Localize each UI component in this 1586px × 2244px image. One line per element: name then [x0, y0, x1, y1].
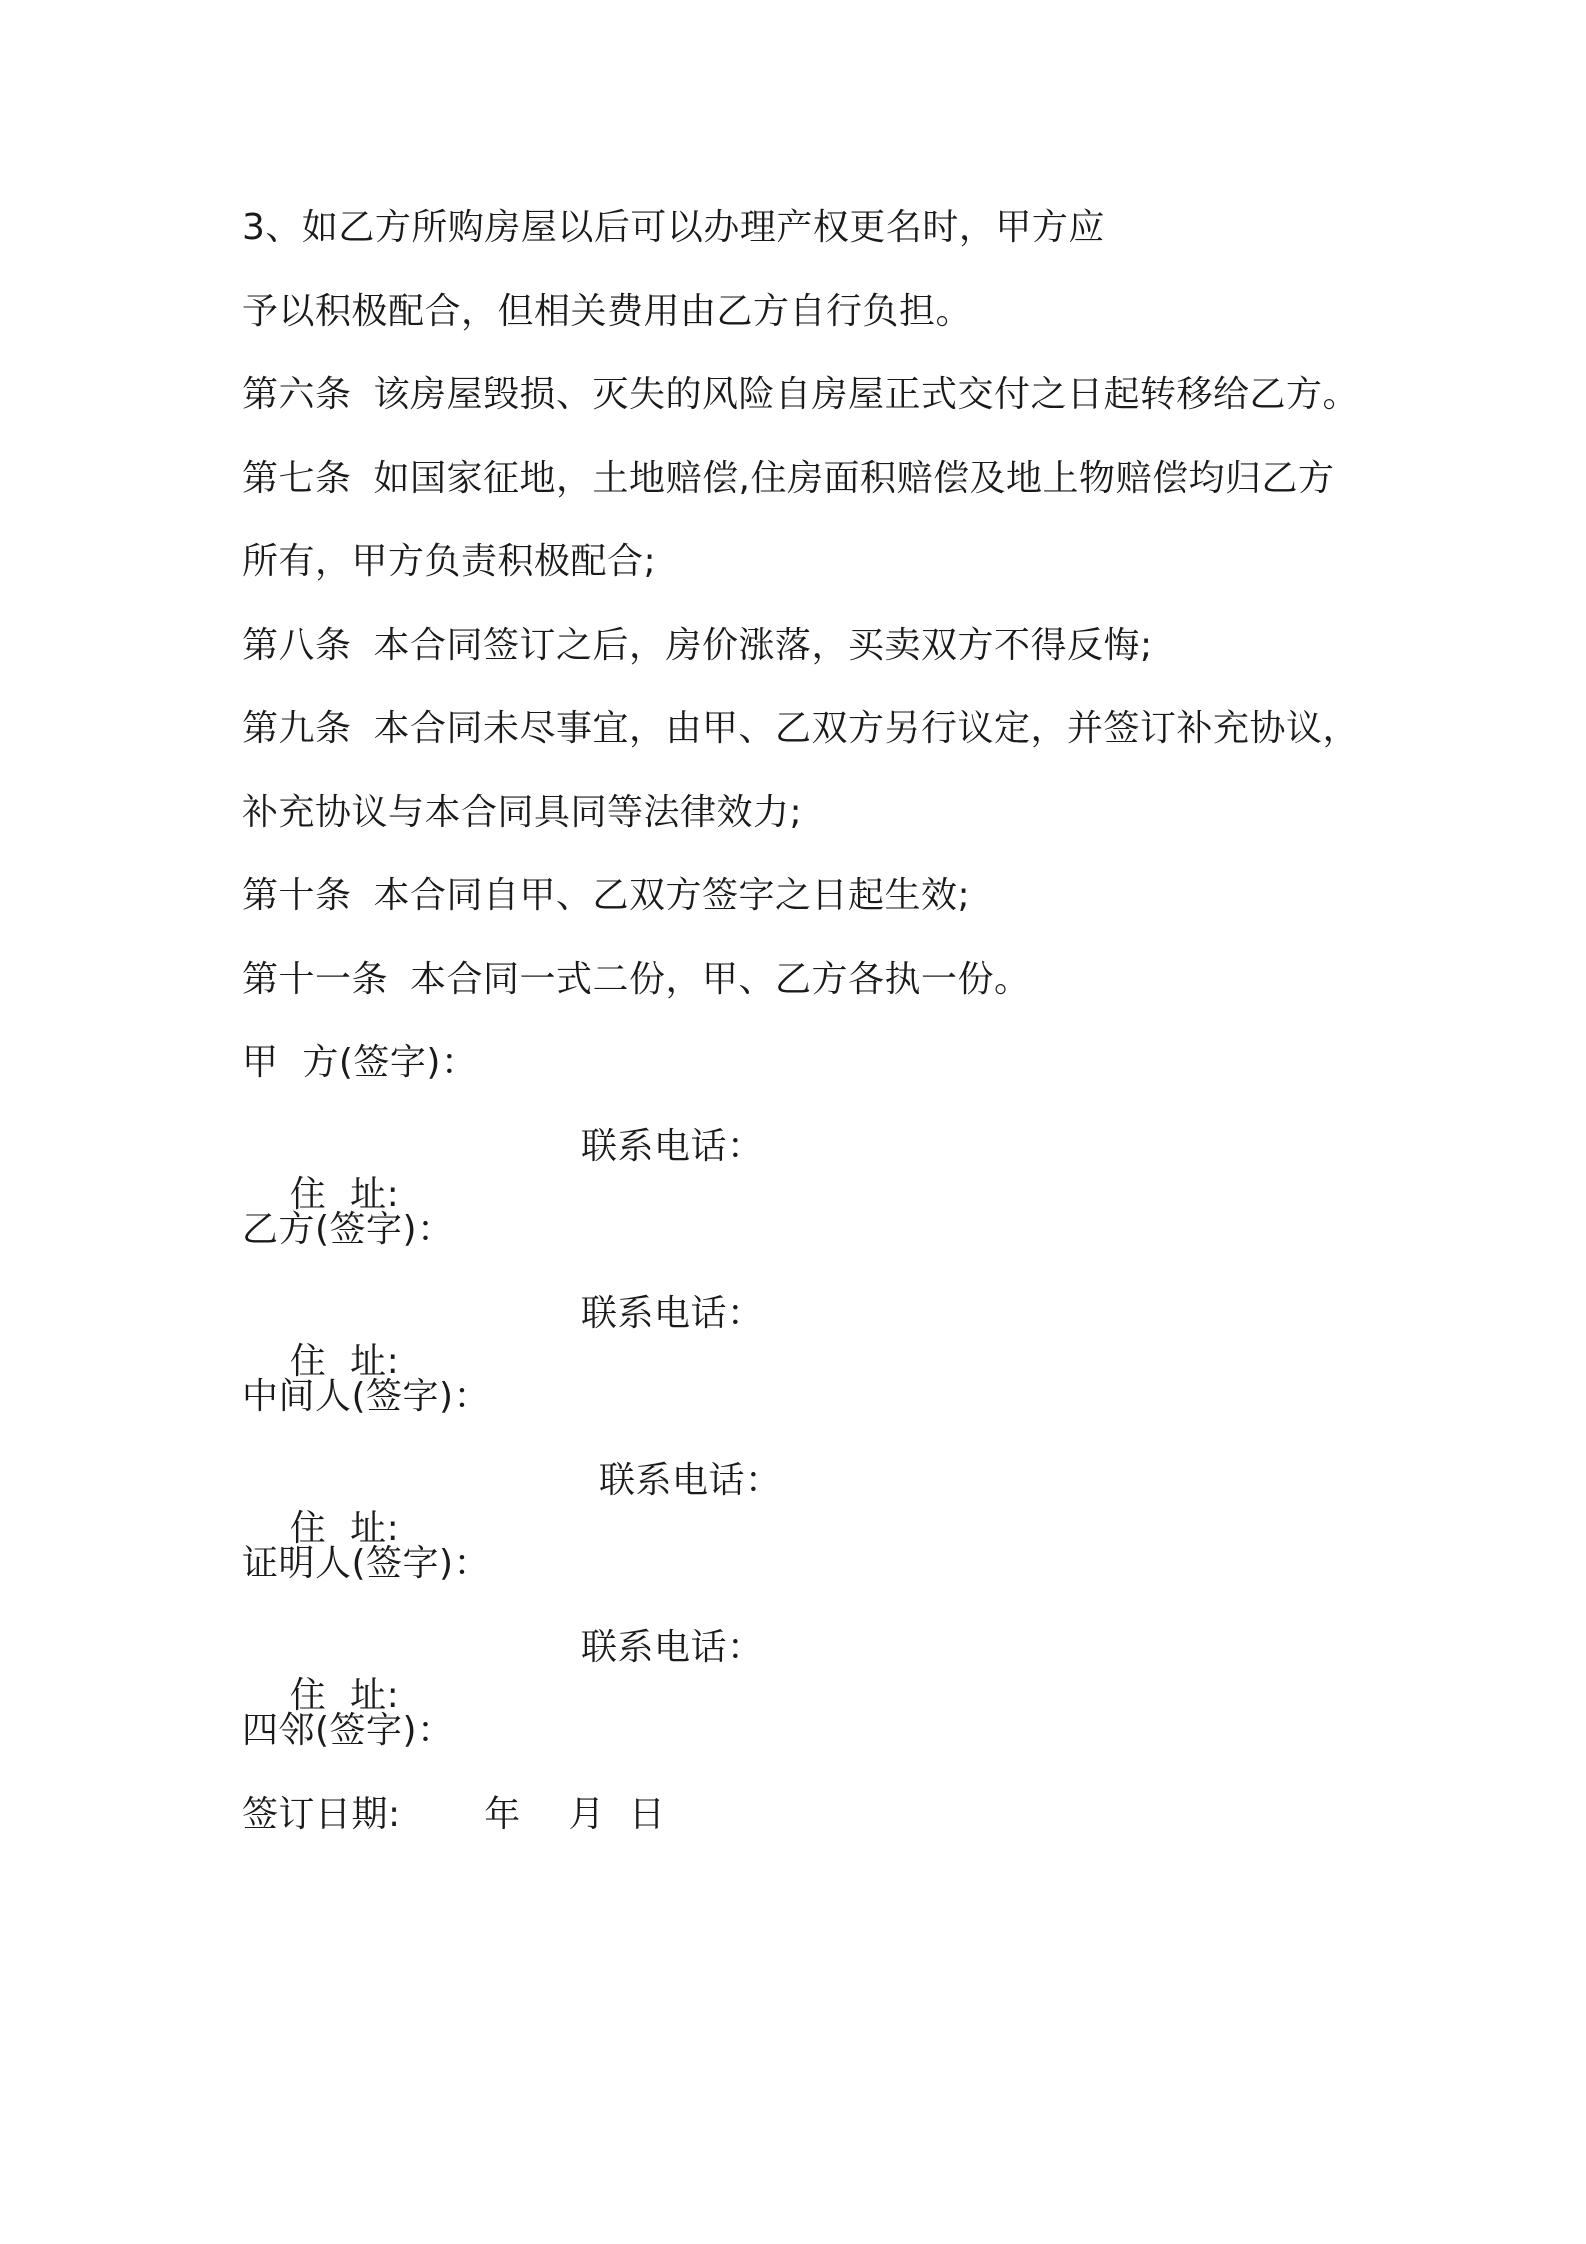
article-number: 第六条	[242, 374, 352, 415]
article-number: 第八条	[242, 625, 352, 666]
article-8	[242, 622, 1153, 670]
article-10	[242, 872, 970, 920]
article-7-continuation: 所有，甲方负责积极配合;	[242, 541, 657, 582]
clause-3-line-2: 予以积极配合，但相关费用由乙方自行负担。	[242, 291, 973, 332]
party-b-phone-label: 联系电话：	[581, 1293, 764, 1334]
article-text: 本合同自甲、乙双方签字之日起生效;	[373, 875, 971, 916]
intermediary-signature-label: 中间人(签字)：	[242, 1376, 491, 1417]
party-a-signature-label: 甲 方(签字)：	[242, 1042, 478, 1083]
party-a-address-label: 住 址:	[289, 1174, 400, 1215]
article-7	[242, 455, 1334, 503]
clause-3-line-1: 3、如乙方所购房屋以后可以办理产权更名时，甲方应	[242, 207, 1105, 248]
article-number: 第九条	[242, 708, 352, 749]
article-9	[242, 705, 1359, 753]
party-b-address-label: 住 址:	[289, 1341, 400, 1382]
article-number: 第十条	[242, 875, 352, 916]
sign-date-label: 签订日期: 年 月 日	[242, 1794, 666, 1835]
article-text: 如国家征地，土地赔偿,住房面积赔偿及地上物赔偿均归乙方	[373, 458, 1335, 499]
article-11	[242, 956, 1031, 1004]
neighbors-signature-label: 四邻(签字)：	[242, 1710, 454, 1751]
article-text: 该房屋毁损、灭失的风险自房屋正式交付之日起转移给乙方。	[373, 374, 1360, 415]
intermediary-phone-label: 联系电话：	[599, 1460, 782, 1501]
witness-address-label: 住 址:	[289, 1675, 400, 1716]
article-6	[242, 371, 1359, 419]
party-b-signature-label: 乙方(签字)：	[242, 1209, 454, 1250]
witness-phone-label: 联系电话：	[581, 1627, 764, 1668]
article-9-continuation: 补充协议与本合同具同等法律效力;	[242, 792, 803, 833]
article-text: 本合同签订之后，房价涨落，买卖双方不得反悔;	[373, 625, 1153, 666]
article-number: 第七条	[242, 458, 352, 499]
article-text: 本合同一式二份，甲、乙方各执一份。	[410, 959, 1031, 1000]
intermediary-address-label: 住 址:	[289, 1508, 400, 1549]
witness-signature-label: 证明人(签字)：	[242, 1543, 491, 1584]
article-number: 第十一条	[242, 959, 389, 1000]
article-text: 本合同未尽事宜，由甲、乙双方另行议定，并签订补充协议，	[373, 708, 1360, 749]
party-a-phone-label: 联系电话：	[581, 1126, 764, 1167]
